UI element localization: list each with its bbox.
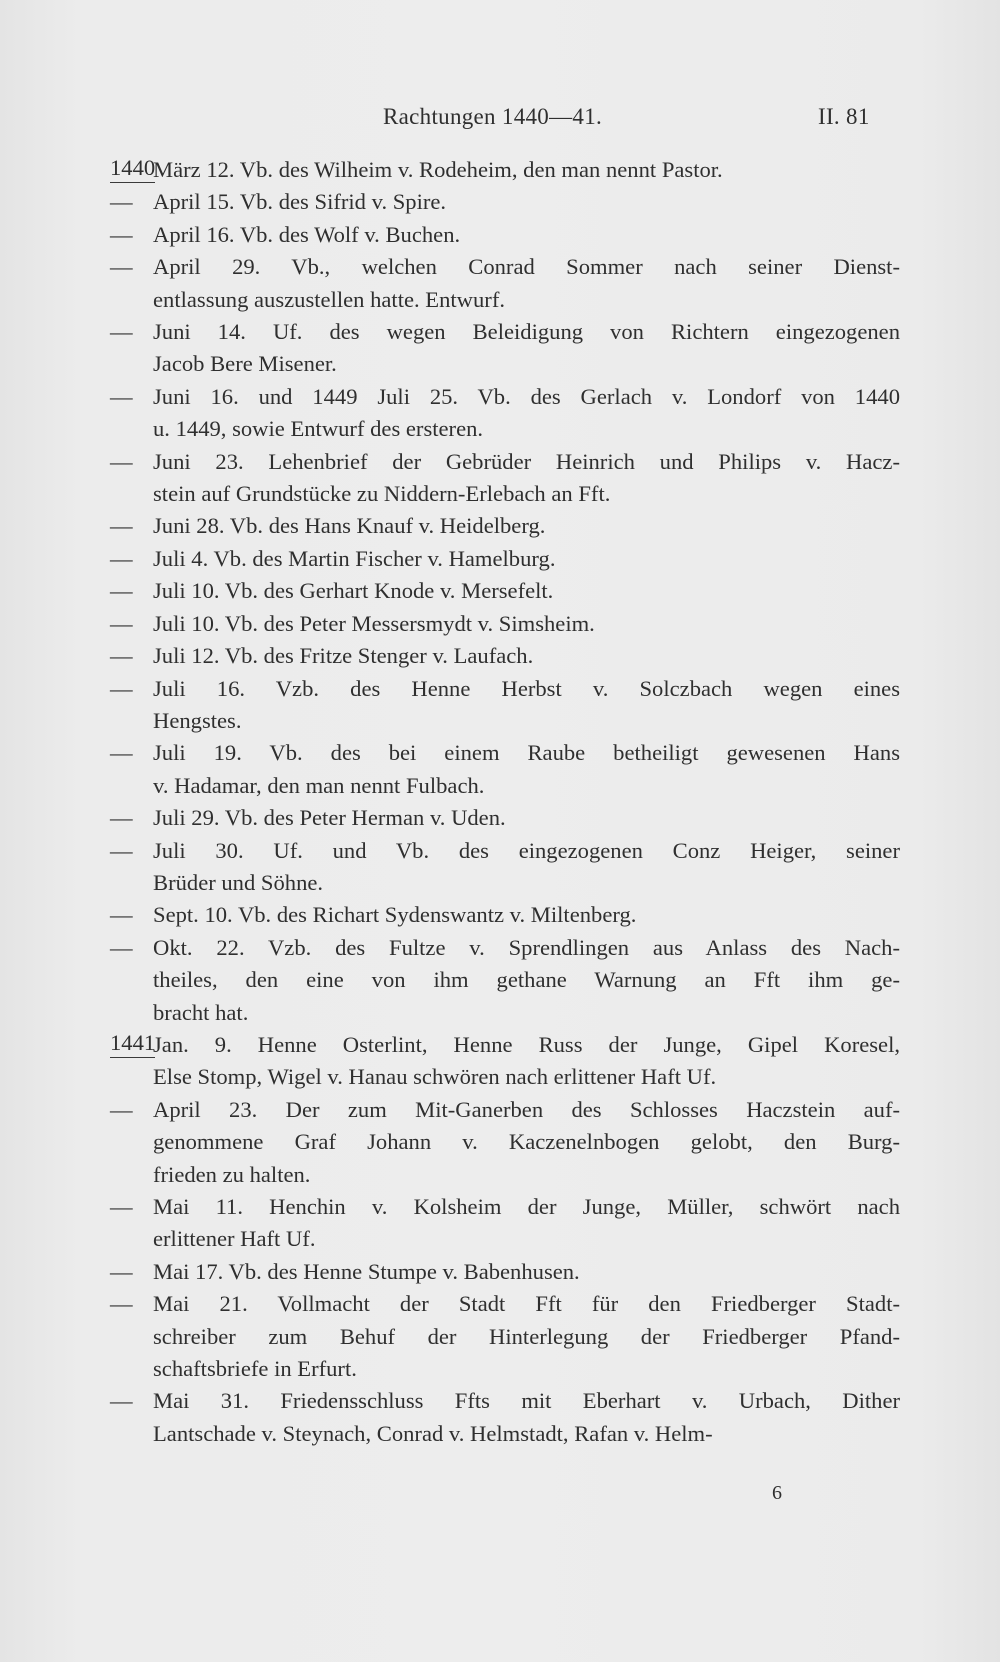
entry-dash: —: [110, 1258, 133, 1284]
entry-dash: —: [110, 837, 133, 863]
entry-line: Mai 11. Henchin v. Kolsheim der Junge, Müller, schwört nach: [153, 1194, 900, 1219]
entry-dash: —: [110, 1388, 133, 1414]
entry: [110, 381, 900, 446]
entry-line: Juli 12. Vb. des Fritze Stenger v. Laufach.: [153, 643, 534, 669]
entry-dash: —: [110, 513, 133, 539]
entry-line: April 16. Vb. des Wolf v. Buchen.: [153, 221, 461, 247]
entry-line: März 12. Vb. des Wilheim v. Rodeheim, den man nennt Pastor.: [153, 157, 723, 182]
entry-year: 1440: [110, 154, 155, 183]
entry-line: Juni 14. Uf. des wegen Beleidigung von Richtern eingezogenen: [153, 319, 900, 345]
entry-line: Juni 28. Vb. des Hans Knauf v. Heidelberg.: [153, 513, 546, 539]
entry-line: Hengstes.: [153, 707, 242, 733]
entry-line: April 15. Vb. des Sifrid v. Spire.: [153, 189, 447, 215]
entry-line: schaftsbriefe in Erfurt.: [153, 1356, 357, 1382]
entry-line: Juni 16. und 1449 Juli 25. Vb. des Gerlach v. Londorf von 1440: [153, 383, 900, 409]
entry: [110, 186, 900, 218]
entry-line: Mai 17. Vb. des Henne Stumpe v. Babenhusen.: [153, 1258, 580, 1284]
entry: [110, 1385, 900, 1450]
entries-list: [110, 154, 900, 1450]
entry-line: erlittener Haft Uf.: [153, 1226, 316, 1252]
entry-dash: —: [110, 805, 133, 831]
entry-dash: —: [110, 545, 133, 571]
entry-line: Mai 21. Vollmacht der Stadt Fft für den Friedberger Stadt-: [153, 1291, 900, 1317]
entry: [110, 219, 900, 251]
page-number: II. 81: [818, 104, 870, 129]
entry-dash: —: [110, 578, 133, 604]
entry-line: bracht hat.: [153, 999, 249, 1025]
entry: [110, 737, 900, 802]
entry-line: Juli 19. Vb. des bei einem Raube betheiligt gewesenen Hans: [153, 740, 900, 766]
entry: [110, 1191, 900, 1256]
entry-line: Mai 31. Friedensschluss Ffts mit Eberhart v. Urbach, Dither: [153, 1388, 900, 1414]
entry-line: theiles, den eine von ihm gethane Warnung an Fft ihm ge-: [153, 967, 900, 993]
entry-dash: —: [110, 1194, 133, 1219]
header-title: Rachtungen 1440—41.: [383, 104, 603, 129]
entry-line: Juli 10. Vb. des Gerhart Knode v. Mersefelt.: [153, 578, 554, 604]
entry: [110, 608, 900, 640]
entry-dash: —: [110, 610, 133, 636]
signature-mark: 6: [772, 1482, 782, 1504]
entry-dash: —: [110, 902, 133, 928]
entry: [110, 640, 900, 672]
entry: [110, 575, 900, 607]
entry-line: Juni 23. Lehenbrief der Gebrüder Heinrich und Philips v. Hacz-: [153, 448, 900, 474]
entry-line: Juli 29. Vb. des Peter Herman v. Uden.: [153, 805, 506, 831]
entry-line: Jan. 9. Henne Osterlint, Henne Russ der Junge, Gipel Koresel,: [153, 1031, 900, 1057]
entry-line: April 23. Der zum Mit-Ganerben des Schlosses Haczstein auf-: [153, 1096, 900, 1122]
entry-dash: —: [110, 254, 133, 280]
entry-line: Juli 10. Vb. des Peter Messersmydt v. Simsheim.: [153, 610, 595, 636]
entry: [110, 446, 900, 511]
entry-line: Sept. 10. Vb. des Richart Sydenswantz v. Miltenberg.: [153, 902, 637, 928]
entry: [110, 835, 900, 900]
entry-line: Else Stomp, Wigel v. Hanau schwören nach erlittener Haft Uf.: [153, 1064, 717, 1090]
entry-line: Juli 4. Vb. des Martin Fischer v. Hamelburg.: [153, 545, 556, 571]
entry-dash: —: [110, 383, 133, 409]
entry-line: frieden zu halten.: [153, 1161, 311, 1187]
entry: [110, 899, 900, 931]
entry-dash: —: [110, 448, 133, 474]
entry-line: stein auf Grundstücke zu Niddern-Erlebach an Fft.: [153, 481, 611, 507]
entry-line: v. Hadamar, den man nennt Fulbach.: [153, 772, 485, 798]
entry-dash: —: [110, 189, 133, 215]
entry-dash: —: [110, 740, 133, 766]
running-header: [0, 104, 1000, 140]
entry: [110, 543, 900, 575]
entry-dash: —: [110, 675, 133, 701]
entry: [110, 1029, 900, 1094]
entry-line: Okt. 22. Vzb. des Fultze v. Sprendlingen aus Anlass des Nach-: [153, 934, 900, 960]
entry-dash: —: [110, 934, 133, 960]
entry-line: schreiber zum Behuf der Hinterlegung der Friedberger Pfand-: [153, 1323, 900, 1349]
entry-line: Juli 16. Vzb. des Henne Herbst v. Solczbach wegen eines: [153, 675, 900, 701]
entry-line: Lantschade v. Steynach, Conrad v. Helmstadt, Rafan v. Helm-: [153, 1420, 713, 1446]
entry-dash: —: [110, 221, 133, 247]
entry-year: 1441: [110, 1029, 155, 1058]
entry: [110, 316, 900, 381]
entry-line: u. 1449, sowie Entwurf des ersteren.: [153, 416, 484, 442]
entry: [110, 510, 900, 542]
entry-line: Juli 30. Uf. und Vb. des eingezogenen Conz Heiger, seiner: [153, 837, 900, 863]
entry: [110, 932, 900, 1029]
entry-dash: —: [110, 643, 133, 669]
entry-line: Jacob Bere Misener.: [153, 351, 337, 377]
entry-line: April 29. Vb., welchen Conrad Sommer nach seiner Dienst-: [153, 254, 900, 280]
entry-line: Brüder und Söhne.: [153, 869, 324, 895]
entry: [110, 1256, 900, 1288]
entry-line: genommene Graf Johann v. Kaczenelnbogen gelobt, den Burg-: [153, 1129, 900, 1155]
entry-dash: —: [110, 1291, 133, 1317]
entry-line: entlassung auszustellen hatte. Entwurf.: [153, 286, 505, 312]
entry-dash: —: [110, 319, 133, 345]
entry: [110, 1094, 900, 1191]
entry: [110, 1288, 900, 1385]
entry: [110, 154, 900, 186]
entry-dash: —: [110, 1096, 133, 1122]
entry: [110, 251, 900, 316]
entry: [110, 802, 900, 834]
entry: [110, 673, 900, 738]
